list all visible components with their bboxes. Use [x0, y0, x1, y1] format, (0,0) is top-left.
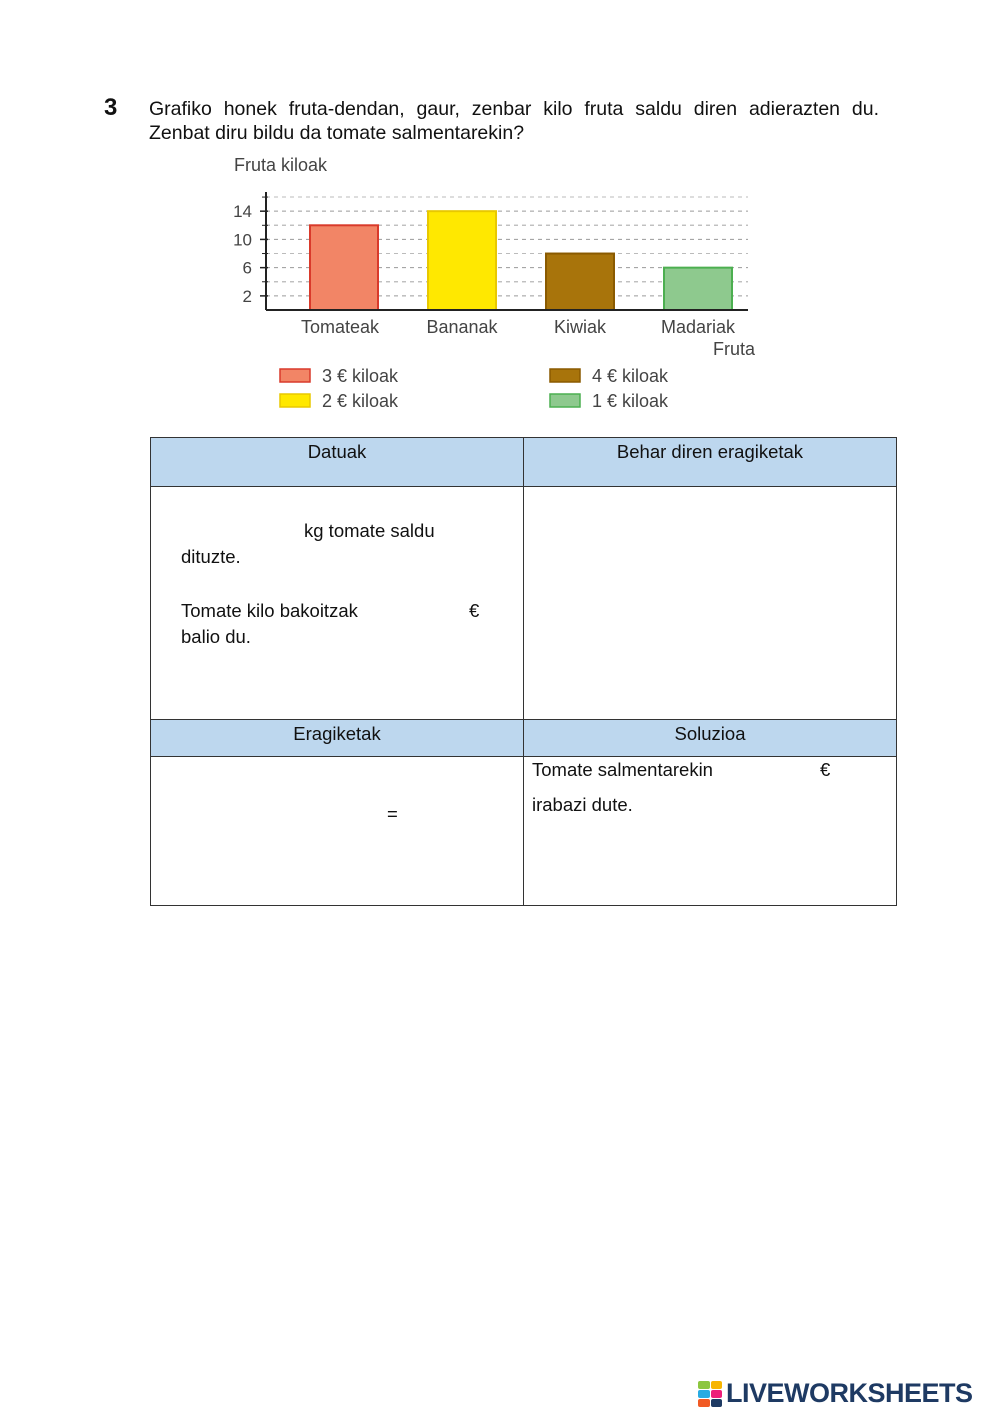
- soluzioa-line1: Tomate salmentarekin: [532, 759, 713, 780]
- legend-label: 3 € kiloak: [322, 366, 399, 386]
- fruit-bar-chart: [220, 150, 780, 420]
- legend-swatch: [550, 394, 580, 407]
- header-behar-diren-eragiketak: Behar diren eragiketak: [524, 438, 897, 487]
- datuak-euro-sign: €: [469, 600, 480, 621]
- x-tick-label: Bananak: [426, 317, 498, 337]
- equals-sign: =: [387, 803, 398, 824]
- legend-swatch: [280, 369, 310, 382]
- datuak-line1: kg tomate saldu: [304, 520, 435, 541]
- y-tick-label: 14: [233, 202, 252, 222]
- bar-tomateak: [310, 225, 378, 310]
- logo-text: LIVEWORKSHEETS: [726, 1378, 973, 1408]
- y-tick-label: 2: [242, 286, 252, 306]
- legend-label: 4 € kiloak: [592, 366, 669, 386]
- behar-diren-eragiketak-cell[interactable]: [524, 487, 897, 720]
- soluzioa-euro-sign: €: [820, 759, 831, 780]
- datuak-cell: [151, 487, 524, 720]
- liveworksheets-logo: [698, 1378, 973, 1409]
- logo-mark-icon: [698, 1381, 722, 1407]
- datuak-line2: dituzte.: [181, 546, 241, 567]
- bar-kiwiak: [546, 254, 614, 310]
- header-soluzioa: Soluzioa: [524, 720, 897, 757]
- y-tick-label: 10: [233, 230, 252, 250]
- header-datuak: Datuak: [151, 438, 524, 487]
- chart-svg: [220, 150, 780, 420]
- x-tick-label: Tomateak: [300, 317, 380, 337]
- bar-bananak: [428, 211, 496, 310]
- x-axis-title: Fruta: [712, 339, 755, 359]
- header-eragiketak: Eragiketak: [151, 720, 524, 757]
- x-tick-label: Kiwiak: [553, 317, 607, 337]
- soluzioa-cell: [524, 757, 897, 906]
- legend-label: 1 € kiloak: [592, 391, 669, 411]
- worksheet-table: [150, 437, 897, 906]
- bar-madariak: [664, 268, 732, 310]
- datuak-line4: balio du.: [181, 626, 251, 647]
- datuak-line3: Tomate kilo bakoitzak: [181, 600, 358, 621]
- eragiketak-cell: [151, 757, 524, 906]
- soluzioa-line2: irabazi dute.: [532, 794, 633, 815]
- legend-swatch: [280, 394, 310, 407]
- question-text: Grafiko honek fruta-dendan, gaur, zenbar kilo fruta saldu diren adierazten du. Zenbat diru bildu da tomate salmentarekin?: [149, 98, 879, 144]
- x-tick-label: Madariak: [660, 317, 736, 337]
- y-tick-label: 6: [242, 258, 252, 278]
- y-axis-title: Fruta kiloak: [234, 155, 328, 175]
- legend-label: 2 € kiloak: [322, 391, 399, 411]
- legend-swatch: [550, 369, 580, 382]
- question-number: 3: [104, 94, 118, 121]
